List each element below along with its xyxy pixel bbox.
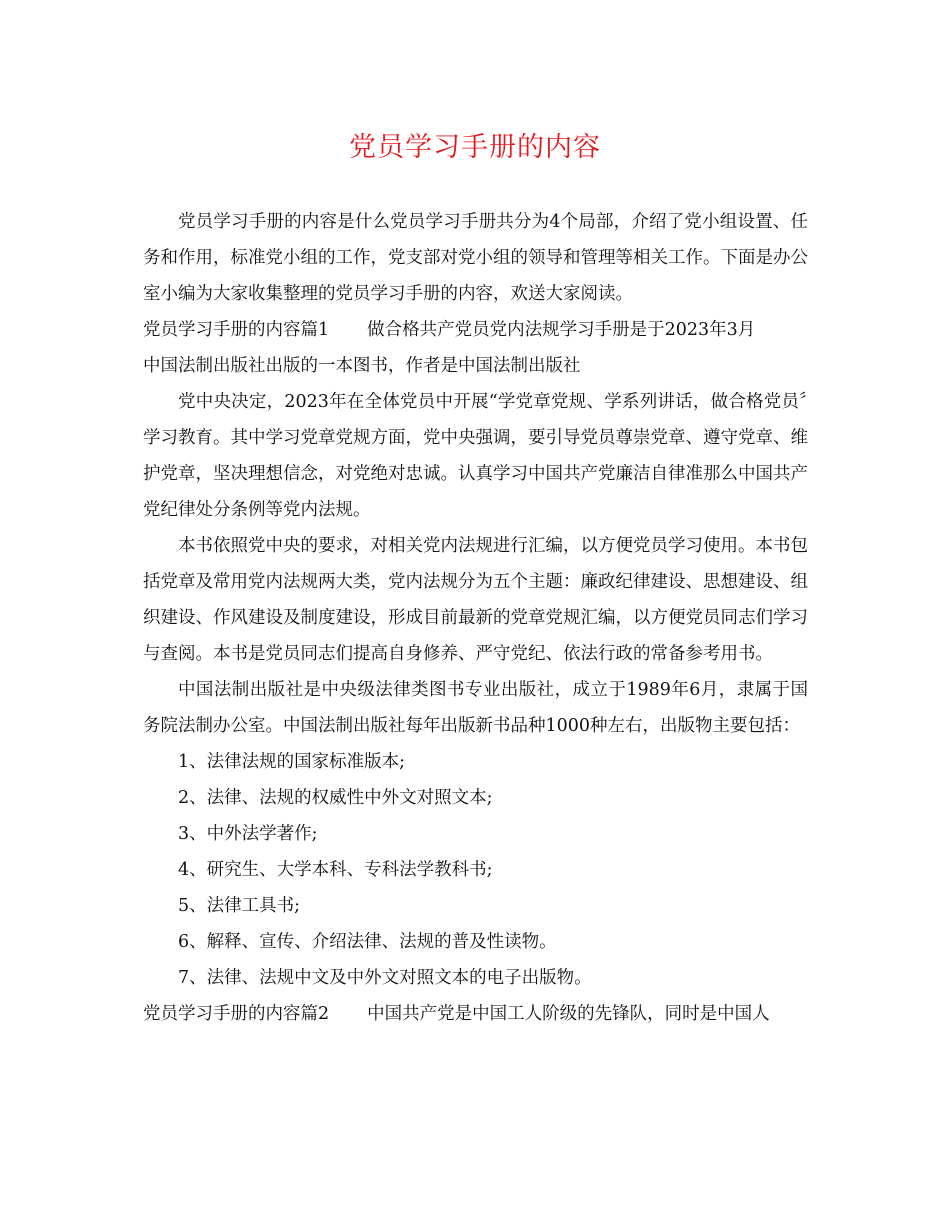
section-2-line [143, 996, 808, 1032]
document-title: 党员学习手册的内容 [349, 132, 601, 163]
section-1-heading: 党员学习手册的内容篇1 [143, 320, 330, 340]
document-body [143, 204, 808, 1032]
list-item: 6、解释、宣传、介绍法律、法规的普及性读物。 [178, 932, 557, 952]
intro-paragraph: 党员学习手册的内容是什么党员学习手册共分为4个局部，介绍了党小组设置、任务和作用，标准党小组的工作，党支部对党小组的领导和管理等相关工作。下面是办公室小编为大家收集整理的党员学习手册的内容，欢送大家阅读。 [143, 212, 808, 304]
body-paragraph: 中国法制出版社是中央级法律类图书专业出版社，成立于1989年6月，隶属于国务院法制办公室。中国法制出版社每年出版新书品种1000种左右，出版物主要包括： [143, 680, 808, 736]
section-2-lead: 中国共产党是中国工人阶级的先锋队，同时是中国人 [367, 1004, 770, 1024]
list-item: 3、中外法学著作; [178, 824, 318, 844]
list-item: 5、法律工具书; [178, 896, 301, 916]
section-1-lead-continued: 中国法制出版社出版的一本图书，作者是中国法制出版社 [143, 356, 581, 376]
section-2-heading: 党员学习手册的内容篇2 [143, 1004, 330, 1024]
list-item: 2、法律、法规的权威性中外文对照文本; [178, 788, 493, 808]
section-1-lead: 做合格共产党员党内法规学习手册是于2023年3月 [367, 320, 756, 340]
list-item: 1、法律法规的国家标准版本; [178, 752, 406, 772]
body-paragraph: 本书依照党中央的要求，对相关党内法规进行汇编，以方便党员学习使用。本书包括党章及常用党内法规两大类，党内法规分为五个主题：廉政纪律建设、思想建设、组织建设、作风建设及制度建设，形成目前最新的党章党规汇编，以方便党员同志们学习与查阅。本书是党员同志们提高自身修养、严守党纪、依法行政的常备参考用书。 [143, 536, 808, 664]
body-paragraph: 党中央决定，2023年在全体党员中开展“学党章党规、学系列讲话，做合格党员〞学习教育。其中学习党章党规方面，党中央强调，要引导党员尊崇党章、遵守党章、维护党章，坚决理想信念，对党绝对忠诚。认真学习中国共产党廉洁自律准那么中国共产党纪律处分条例等党内法规。 [143, 392, 808, 520]
list-item: 7、法律、法规中文及中外文对照文本的电子出版物。 [178, 968, 592, 988]
section-1-line [143, 312, 808, 348]
list-item: 4、研究生、大学本科、专科法学教科书; [178, 860, 493, 880]
